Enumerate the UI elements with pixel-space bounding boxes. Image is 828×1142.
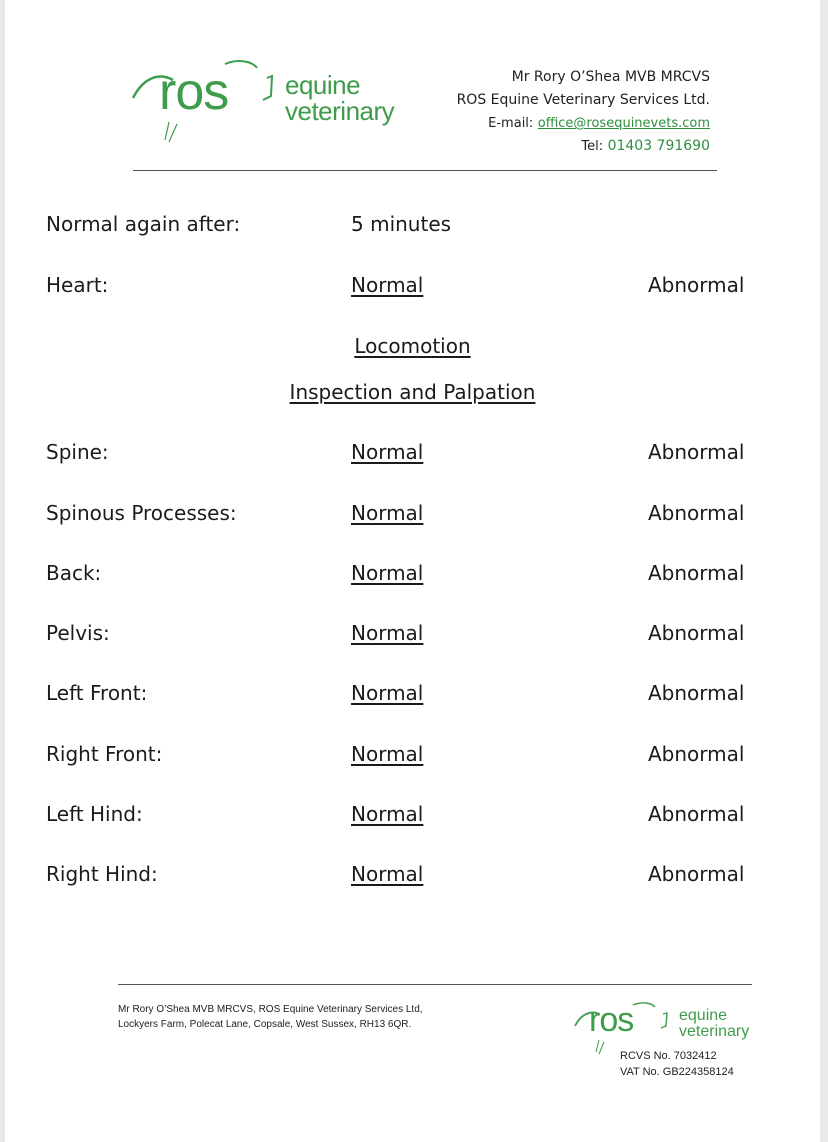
rcvs-number: RCVS No. 7032412 <box>620 1050 717 1062</box>
row-label: Spinous Processes: <box>46 501 237 525</box>
vet-name: Mr Rory O’Shea MVB MRCVS <box>511 69 710 85</box>
footer-logo-word-veterinary: veterinary <box>679 1023 750 1040</box>
tel-label: Tel: <box>581 139 604 154</box>
footer-logo-brand: ros <box>589 1001 634 1039</box>
option-normal-selected: Normal <box>351 681 424 705</box>
section-title-locomotion: Locomotion <box>354 334 471 358</box>
option-abnormal: Abnormal <box>648 681 745 705</box>
option-normal-selected: Normal <box>351 621 424 645</box>
footer-address <box>118 1002 423 1032</box>
logo-word-veterinary: veterinary <box>285 96 395 126</box>
option-normal-selected: Normal <box>351 273 424 297</box>
ros-equine-logo <box>129 56 409 146</box>
header-divider <box>133 170 717 171</box>
row-label: Heart: <box>46 273 109 297</box>
option-abnormal: Abnormal <box>648 862 745 886</box>
row-right-front <box>46 742 776 772</box>
document-page <box>5 0 820 1142</box>
row-label: Spine: <box>46 440 109 464</box>
logo-word-equine: equine <box>285 70 361 100</box>
option-abnormal: Abnormal <box>648 501 745 525</box>
option-normal-selected: Normal <box>351 501 424 525</box>
row-left-front <box>46 681 776 711</box>
vat-number: VAT No. GB224358124 <box>620 1066 734 1078</box>
footer-logo-word-equine: equine <box>679 1007 728 1024</box>
row-left-hind <box>46 802 776 832</box>
option-normal-selected: Normal <box>351 802 424 826</box>
option-abnormal: Abnormal <box>648 273 745 297</box>
option-abnormal: Abnormal <box>648 802 745 826</box>
option-normal-selected: Normal <box>351 440 424 464</box>
footer-address-line1: Mr Rory O’Shea MVB MRCVS, ROS Equine Veterinary Services Ltd, <box>118 1004 423 1015</box>
company-name: ROS Equine Veterinary Services Ltd. <box>456 92 710 108</box>
logo-brand: ros <box>159 63 229 121</box>
email-label: E-mail: <box>488 116 534 131</box>
row-right-hind <box>46 862 776 892</box>
option-abnormal: Abnormal <box>648 621 745 645</box>
row-label: Normal again after: <box>46 212 241 236</box>
row-value: 5 minutes <box>351 212 452 236</box>
footer-divider <box>118 984 752 985</box>
contact-block <box>457 66 710 158</box>
row-spine <box>46 440 776 470</box>
row-back <box>46 561 776 591</box>
row-normal-again-after <box>46 212 776 242</box>
section-title-inspection: Inspection and Palpation <box>289 380 536 404</box>
option-normal-selected: Normal <box>351 862 424 886</box>
row-label: Back: <box>46 561 102 585</box>
row-label: Left Hind: <box>46 802 143 826</box>
row-spinous-processes <box>46 501 776 531</box>
email-link[interactable]: office@rosequinevets.com <box>537 116 710 131</box>
row-label: Pelvis: <box>46 621 110 645</box>
footer-address-line2: Lockyers Farm, Polecat Lane, Copsale, West Sussex, RH13 6QR. <box>118 1019 412 1030</box>
tel-number: 01403 791690 <box>607 138 710 154</box>
row-label: Right Front: <box>46 742 163 766</box>
row-pelvis <box>46 621 776 651</box>
option-abnormal: Abnormal <box>648 440 745 464</box>
option-normal-selected: Normal <box>351 742 424 766</box>
option-abnormal: Abnormal <box>648 742 745 766</box>
option-normal-selected: Normal <box>351 561 424 585</box>
row-label: Left Front: <box>46 681 148 705</box>
row-label: Right Hind: <box>46 862 158 886</box>
row-heart <box>46 273 776 303</box>
registration-info <box>620 1048 734 1080</box>
option-abnormal: Abnormal <box>648 561 745 585</box>
